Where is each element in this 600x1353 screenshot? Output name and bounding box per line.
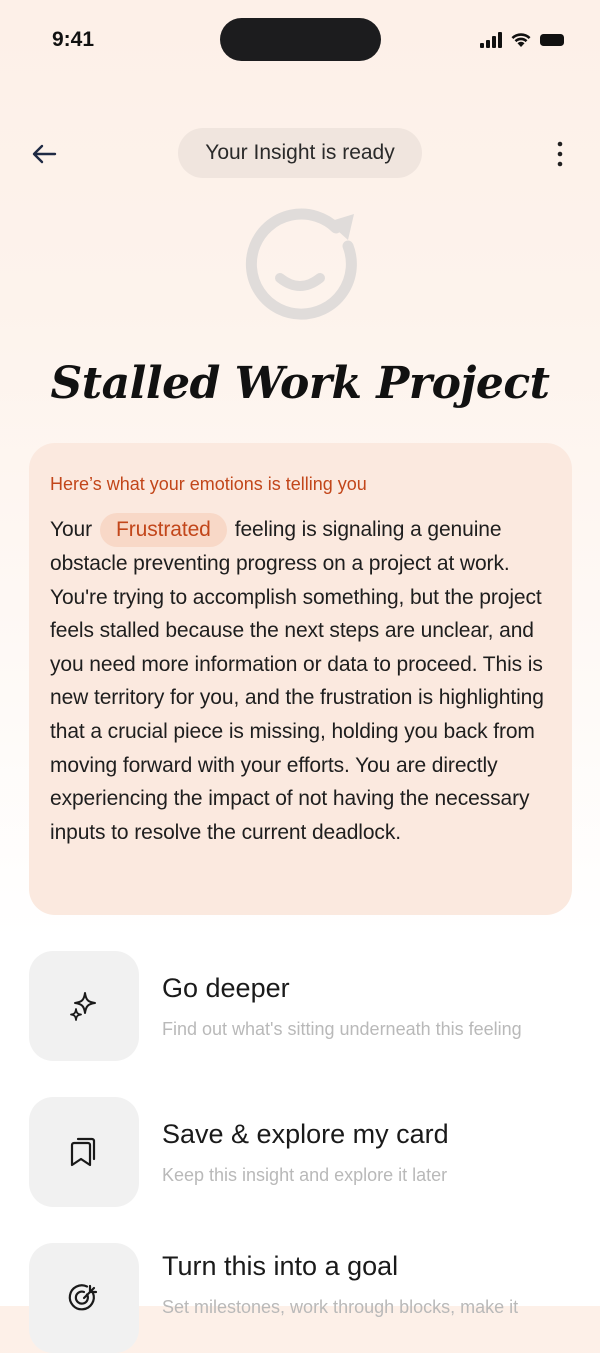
back-button[interactable]	[26, 136, 62, 172]
save-card-action[interactable]	[29, 1097, 589, 1207]
insight-ready-pill: Your Insight is ready	[178, 128, 422, 178]
dynamic-island	[220, 18, 381, 61]
status-bar	[0, 0, 600, 84]
insight-body-prefix: Your	[50, 518, 93, 541]
top-nav	[0, 128, 600, 180]
emotion-chip: Frustrated	[100, 513, 227, 547]
go-deeper-title: Go deeper	[162, 973, 290, 1003]
go-deeper-action[interactable]	[29, 951, 589, 1061]
goal-action[interactable]	[29, 1243, 589, 1353]
smile-bubble-logo	[240, 208, 362, 320]
status-time: 9:41	[52, 28, 95, 51]
bookmark-icon	[68, 1135, 100, 1169]
wifi-icon	[510, 32, 532, 48]
page-title: Stalled Work Project	[50, 358, 550, 409]
signal-icon	[480, 32, 504, 48]
goal-title: Turn this into a goal	[162, 1251, 399, 1281]
insight-body-text: feeling is signaling a genuine obstacle preventing progress on a project at work. You're trying to accomplish something, but the project feels stalled because the next steps are unclear, and you need more information or data to proceed. This is new territory for you, and the frustration is highlighting that a crucial piece is missing, holding you back from moving forward with your efforts. You are directly experiencing the impact of not having the necessary inputs to resolve the current deadlock.	[50, 518, 544, 844]
go-deeper-subtitle: Find out what's sitting underneath this feeling	[162, 1019, 522, 1039]
arrow-left-icon	[31, 143, 57, 165]
more-options-button[interactable]	[550, 136, 570, 172]
target-icon	[67, 1281, 101, 1315]
insight-card	[29, 443, 572, 915]
save-card-subtitle: Keep this insight and explore it later	[162, 1165, 448, 1185]
go-deeper-icon-tile	[29, 951, 139, 1061]
goal-subtitle: Set milestones, work through blocks, make it	[162, 1297, 519, 1317]
more-vertical-icon	[557, 141, 563, 167]
battery-icon	[538, 32, 568, 48]
save-card-title: Save & explore my card	[162, 1119, 449, 1149]
save-card-icon-tile	[29, 1097, 139, 1207]
status-icons	[480, 32, 568, 48]
goal-icon-tile	[29, 1243, 139, 1353]
insight-card-body	[50, 513, 550, 849]
sparkle-icon	[67, 989, 101, 1023]
insight-card-label: Here’s what your emotions is telling you	[50, 474, 367, 494]
